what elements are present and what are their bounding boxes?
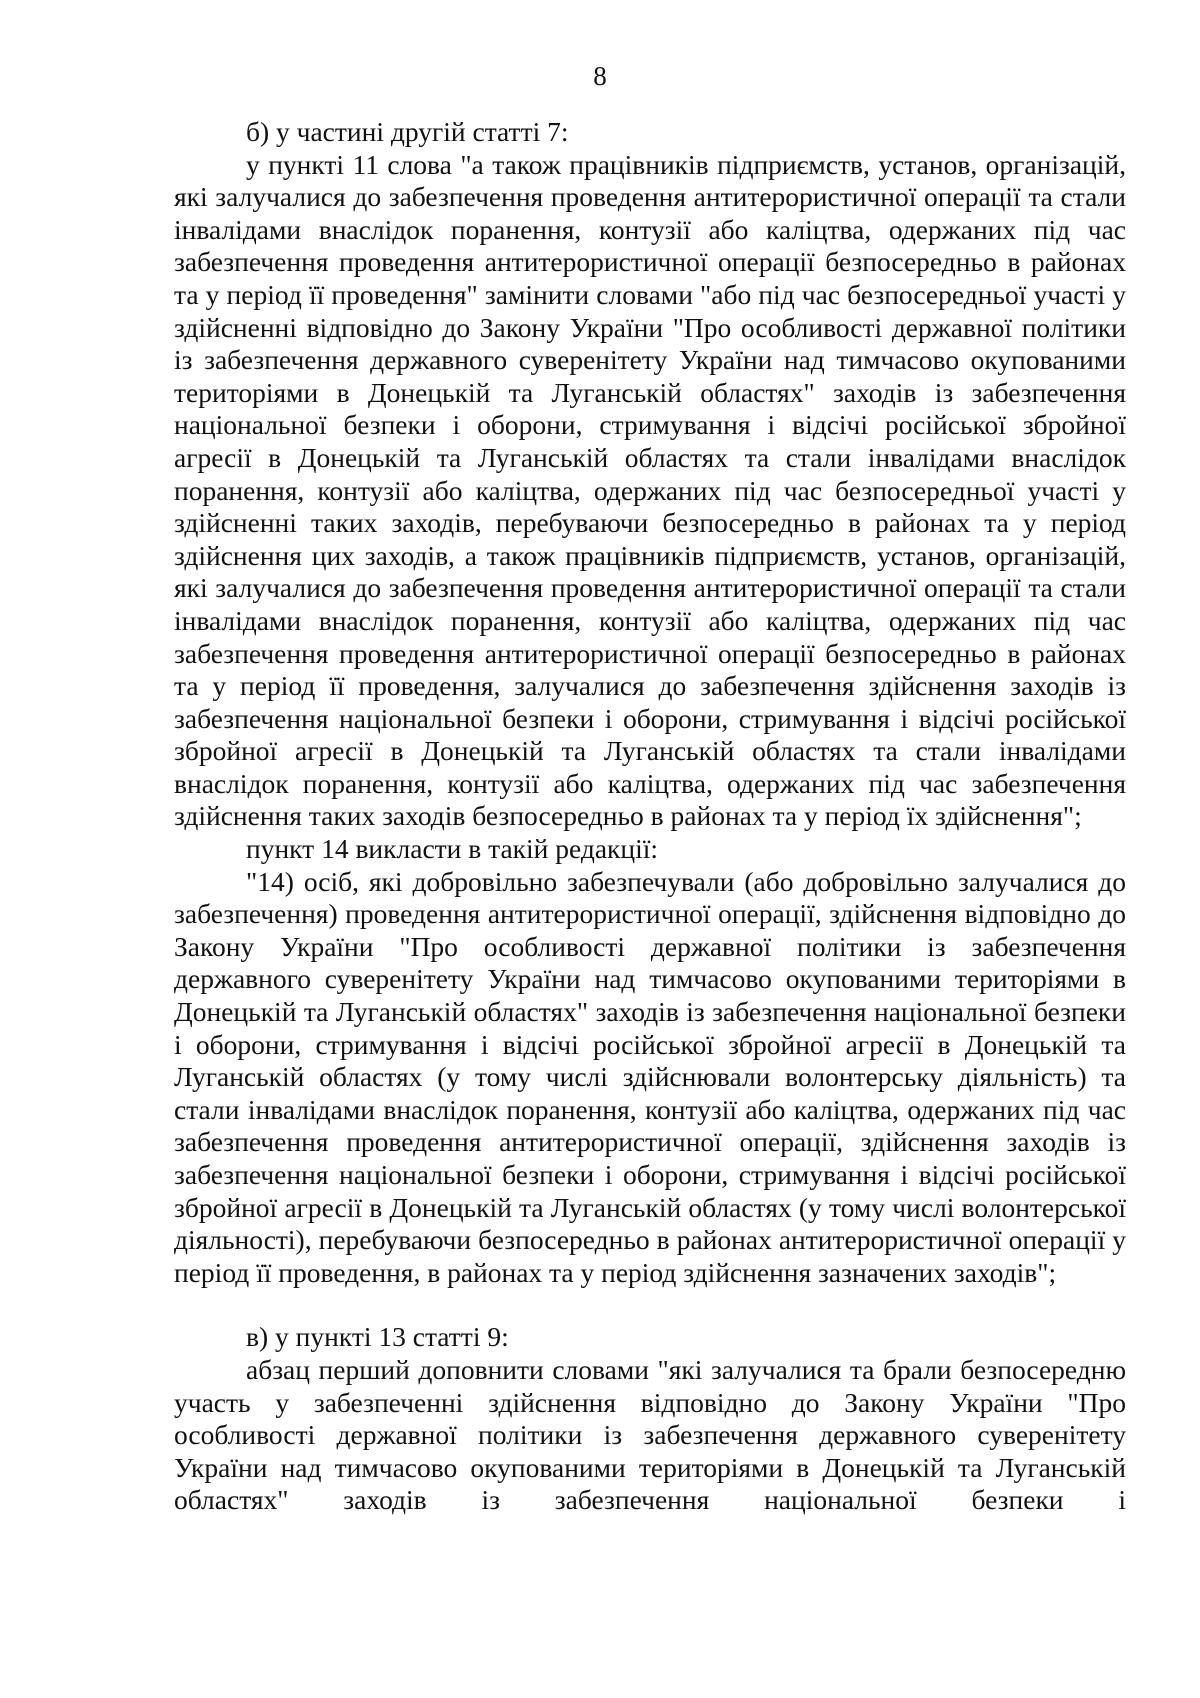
document-body bbox=[174, 116, 1126, 1517]
paragraph-item-14-intro: пункт 14 викласти в такій редакції: bbox=[246, 833, 659, 865]
paragraph-item-14-text: "14) осіб, які добровільно забезпечували (або добровільно залучалися до забезпечення) проведення антитерористичної операції, здійснення відповідно до Закону України "Про особливості державної політики із забезпечення державного суверенітету України над тимчасово окупованими територіями в Донецькій та Луганській областях" заходів із забезпечення національної безпеки і оборони, стримування і відсічі російської збройної агресії в Донецькій та Луганській областях (у тому числі здійснювали волонтерську діяльність) та стали інвалідами внаслідок поранення, контузії або каліцтва, одержаних під час забезпечення проведення антитерористичної операції, здійснення заходів із забезпечення національної безпеки і оборони, стримування і відсічі російської збройної агресії в Донецькій та Луганській областях (у тому числі волонтерської діяльності), перебуваючи безпосередньо в районах антитерористичної операції у період її проведення, в районах та у період здійснення зазначених заходів"; bbox=[174, 865, 1126, 1288]
paragraph-section-c: в) у пункті 13 статті 9: bbox=[246, 1321, 509, 1353]
paragraph-section-b: б) у частині другій статті 7: bbox=[246, 116, 569, 147]
paragraph-first-abzats: абзац перший доповнити словами "які залучалися та брали безпосередню участь у забезпеченні здійснення відповідно до Закону України "Про особливості державної політики із забезпечення державного суверенітету України над тимчасово окупованими територіями в Донецькій та Луганській областях" заходів із забезпечення національної безпеки і bbox=[174, 1353, 1126, 1516]
paragraph-item-11: у пункті 11 слова "а також працівників підприємств, установ, організацій, які залучалися до забезпечення проведення антитерористичної операції та стали інвалідами внаслідок поранення, контузії або каліцтва, одержаних під час забезпечення проведення антитерористичної операції безпосередньо в районах та у період її проведення" замінити словами "або під час безпосередньої участі у здійсненні відповідно до Закону України "Про особливості державної політики із забезпечення державного суверенітету України над тимчасово окупованими територіями в Донецькій та Луганській областях" заходів із забезпечення національної безпеки і оборони, стримування і відсічі російської збройної агресії в Донецькій та Луганській областях та стали інвалідами внаслідок поранення, контузії або каліцтва, одержаних під час безпосередньої участі у здійсненні таких заходів, перебуваючи безпосередньо в районах та у період здійснення цих заходів, а також працівників підприємств, установ, організацій, які залучалися до забезпечення проведення антитерористичної операції та стали інвалідами внаслідок поранення, контузії або каліцтва, одержаних під час забезпечення проведення антитерористичної операції безпосередньо в районах та у період її проведення, залучалися до забезпечення здійснення заходів із забезпечення національної безпеки і оборони, стримування і відсічі російської збройної агресії в Донецькій та Луганській областях та стали інвалідами внаслідок поранення, контузії або каліцтва, одержаних під час забезпечення здійснення таких заходів безпосередньо в районах та у період їх здійснення"; bbox=[174, 148, 1126, 832]
page-number: 8 bbox=[593, 61, 607, 91]
